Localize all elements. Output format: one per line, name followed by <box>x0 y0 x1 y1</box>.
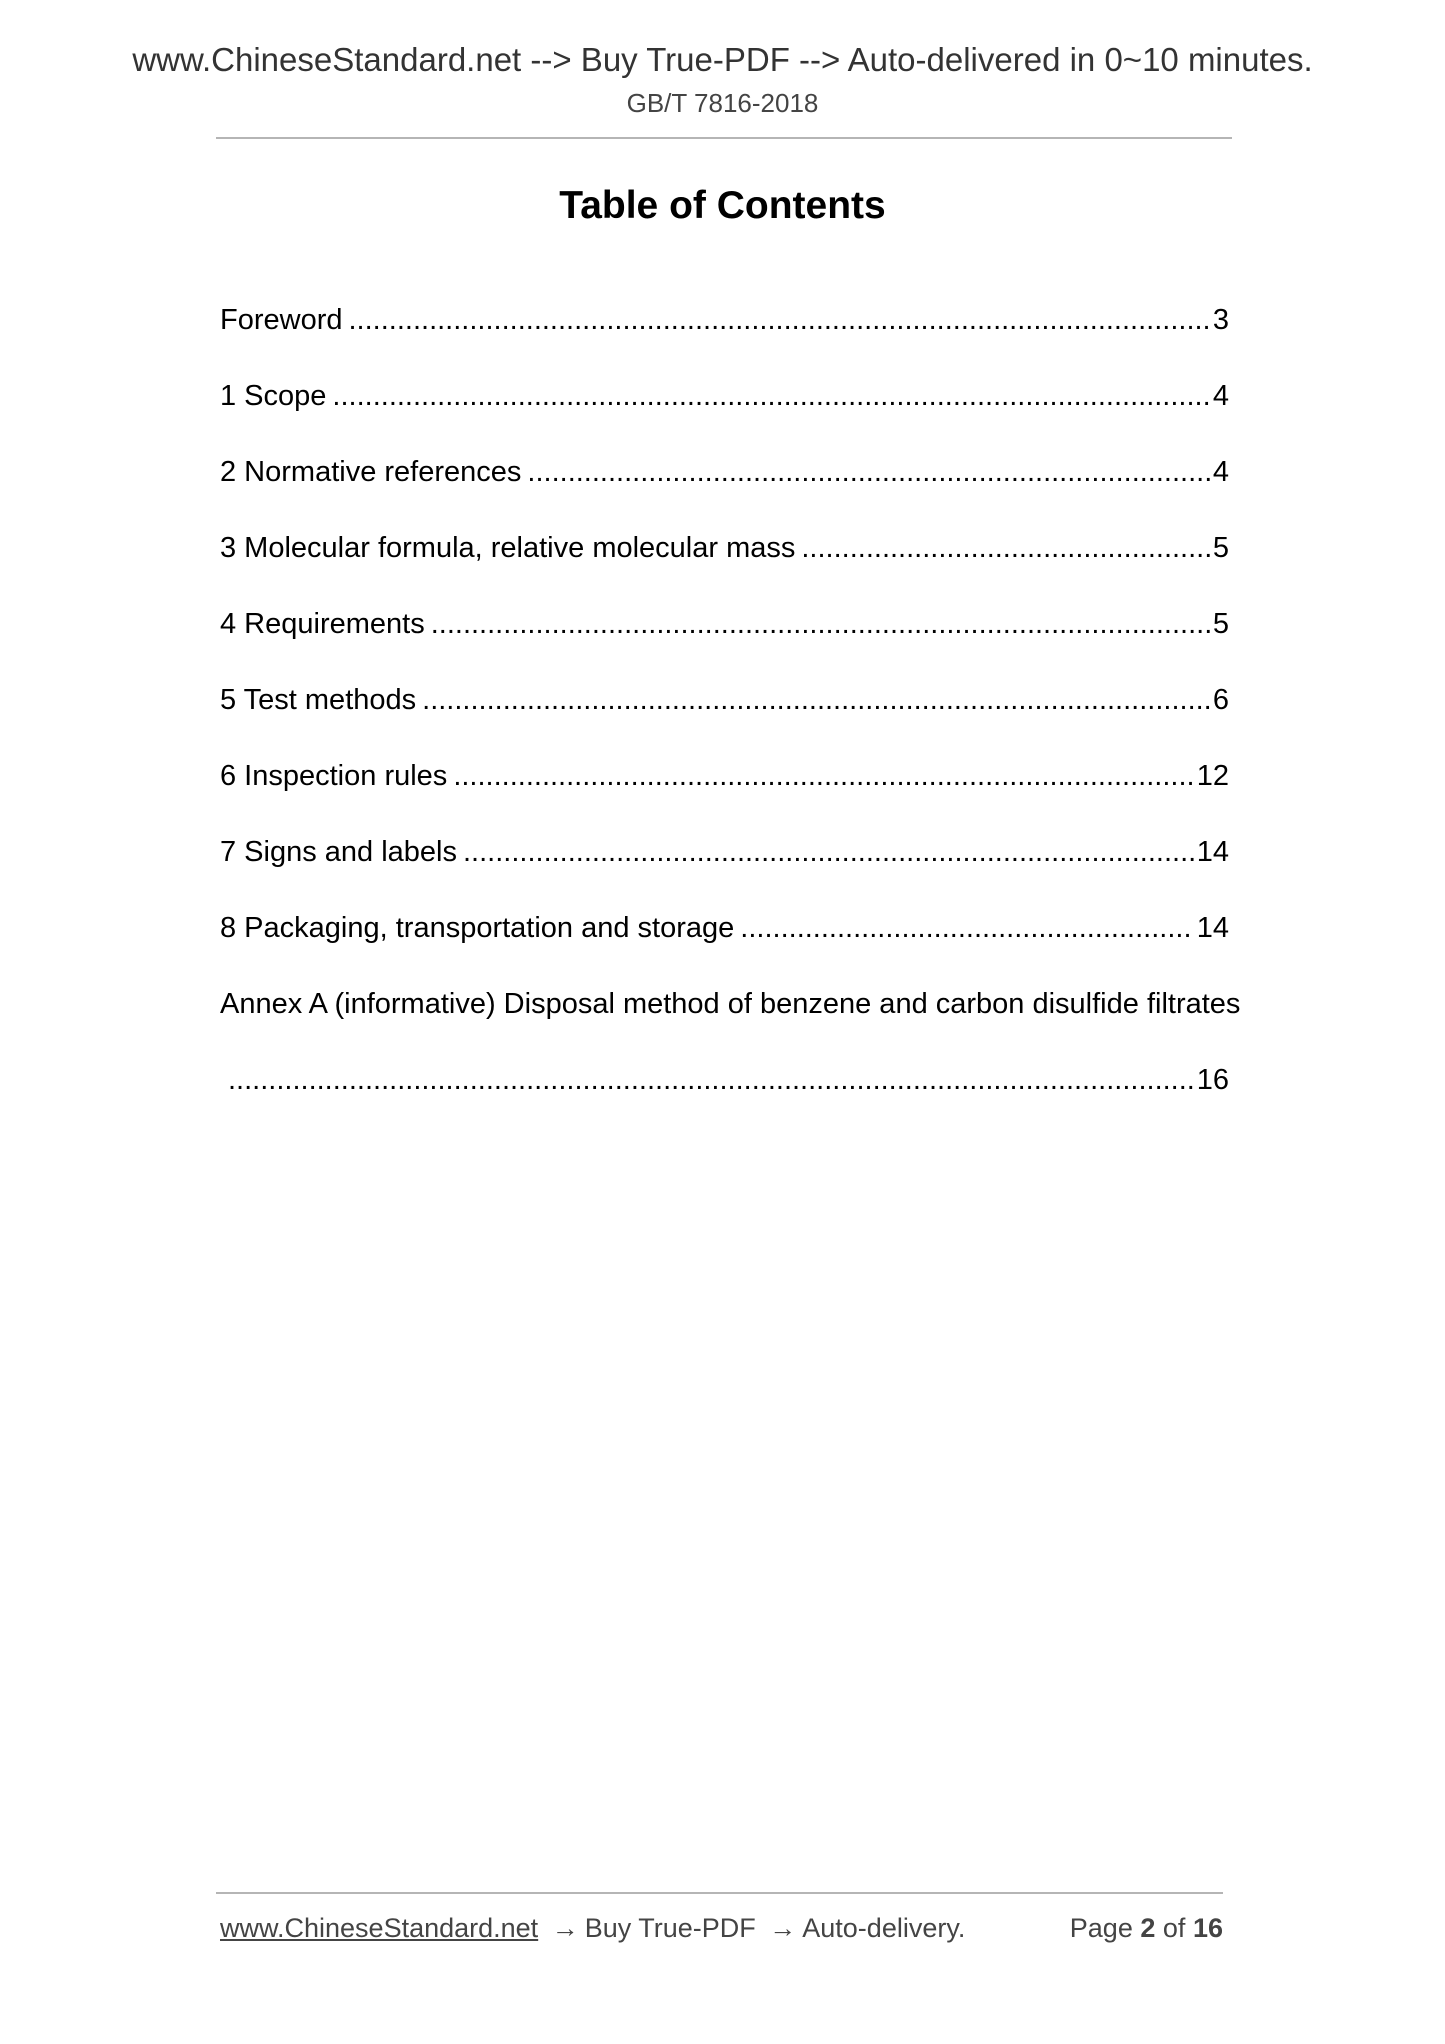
document-code: GB/T 7816-2018 <box>626 88 819 118</box>
page-footer <box>220 1910 1223 1946</box>
toc-dot-leader <box>453 758 1193 794</box>
toc-dot-leader <box>527 454 1209 490</box>
of-word: of <box>1162 1913 1186 1943</box>
toc-entry-page: 5 <box>1212 608 1229 640</box>
table-of-contents <box>220 302 1241 1138</box>
toc-entry-packaging[interactable] <box>220 910 1229 986</box>
toc-entry-page: 12 <box>1196 760 1229 792</box>
page-number <box>1070 1910 1223 1946</box>
toc-dot-leader <box>740 910 1193 946</box>
toc-entry-page: 4 <box>1212 456 1229 488</box>
toc-entry-page: 14 <box>1196 912 1229 944</box>
toc-entry-label: 1 Scope <box>220 380 327 412</box>
toc-entry-annex-a-page-line[interactable] <box>220 1062 1229 1138</box>
toc-entry-label: 3 Molecular formula, relative molecular mass <box>220 532 796 564</box>
toc-entry-label: 4 Requirements <box>220 608 425 640</box>
toc-dot-leader <box>349 302 1210 338</box>
arrow-right-icon: → <box>551 1913 579 1943</box>
toc-dot-leader <box>463 834 1194 870</box>
header-banner: www.ChineseStandard.net --> Buy True-PDF --> Auto-delivered in 0~10 minutes. <box>132 41 1313 78</box>
footer-promo <box>220 1910 965 1946</box>
toc-entry-label: Foreword <box>220 304 343 336</box>
toc-entry-page: 4 <box>1212 380 1229 412</box>
toc-entry-page: 6 <box>1212 684 1229 716</box>
page-title: Table of Contents <box>559 184 886 227</box>
toc-entry-foreword[interactable] <box>220 302 1229 378</box>
footer-delivery-text: Auto-delivery. <box>802 1913 966 1943</box>
toc-entry-inspection-rules[interactable] <box>220 758 1229 834</box>
toc-entry-label: 6 Inspection rules <box>220 760 448 792</box>
toc-entry-normative-references[interactable] <box>220 454 1229 530</box>
toc-dot-leader <box>801 530 1209 566</box>
page-word: Page <box>1069 1913 1133 1943</box>
toc-entry-label: 7 Signs and labels <box>220 836 457 868</box>
toc-entry-molecular-formula[interactable] <box>220 530 1229 606</box>
footer-divider <box>216 1892 1223 1894</box>
toc-entry-page: 3 <box>1212 304 1229 336</box>
toc-entry-scope[interactable] <box>220 378 1229 454</box>
header-divider <box>216 137 1232 139</box>
toc-dot-leader <box>332 378 1209 414</box>
toc-entry-test-methods[interactable] <box>220 682 1229 758</box>
footer-buy-text: Buy True-PDF <box>584 1913 756 1943</box>
toc-entry-page: 14 <box>1196 836 1229 868</box>
toc-dot-leader <box>431 606 1210 642</box>
toc-entry-label: 5 Test methods <box>220 684 417 716</box>
toc-entry-page: 16 <box>1196 1064 1229 1096</box>
footer-site-link[interactable]: www.ChineseStandard.net <box>220 1913 539 1943</box>
toc-entry-signs-and-labels[interactable] <box>220 834 1229 910</box>
arrow-right-icon: → <box>769 1913 797 1943</box>
toc-entry-annex-a[interactable] <box>220 986 1241 1062</box>
toc-entry-requirements[interactable] <box>220 606 1229 682</box>
page-total: 16 <box>1192 1913 1223 1943</box>
toc-entry-label: Annex A (informative) Disposal method of benzene and carbon disulfide filtrates <box>220 988 1241 1020</box>
toc-dot-leader <box>228 1062 1194 1098</box>
toc-entry-label: 8 Packaging, transportation and storage <box>220 912 735 944</box>
toc-dot-leader <box>422 682 1210 718</box>
page-current: 2 <box>1140 1913 1156 1943</box>
toc-entry-label: 2 Normative references <box>220 456 522 488</box>
toc-entry-page: 5 <box>1212 532 1229 564</box>
